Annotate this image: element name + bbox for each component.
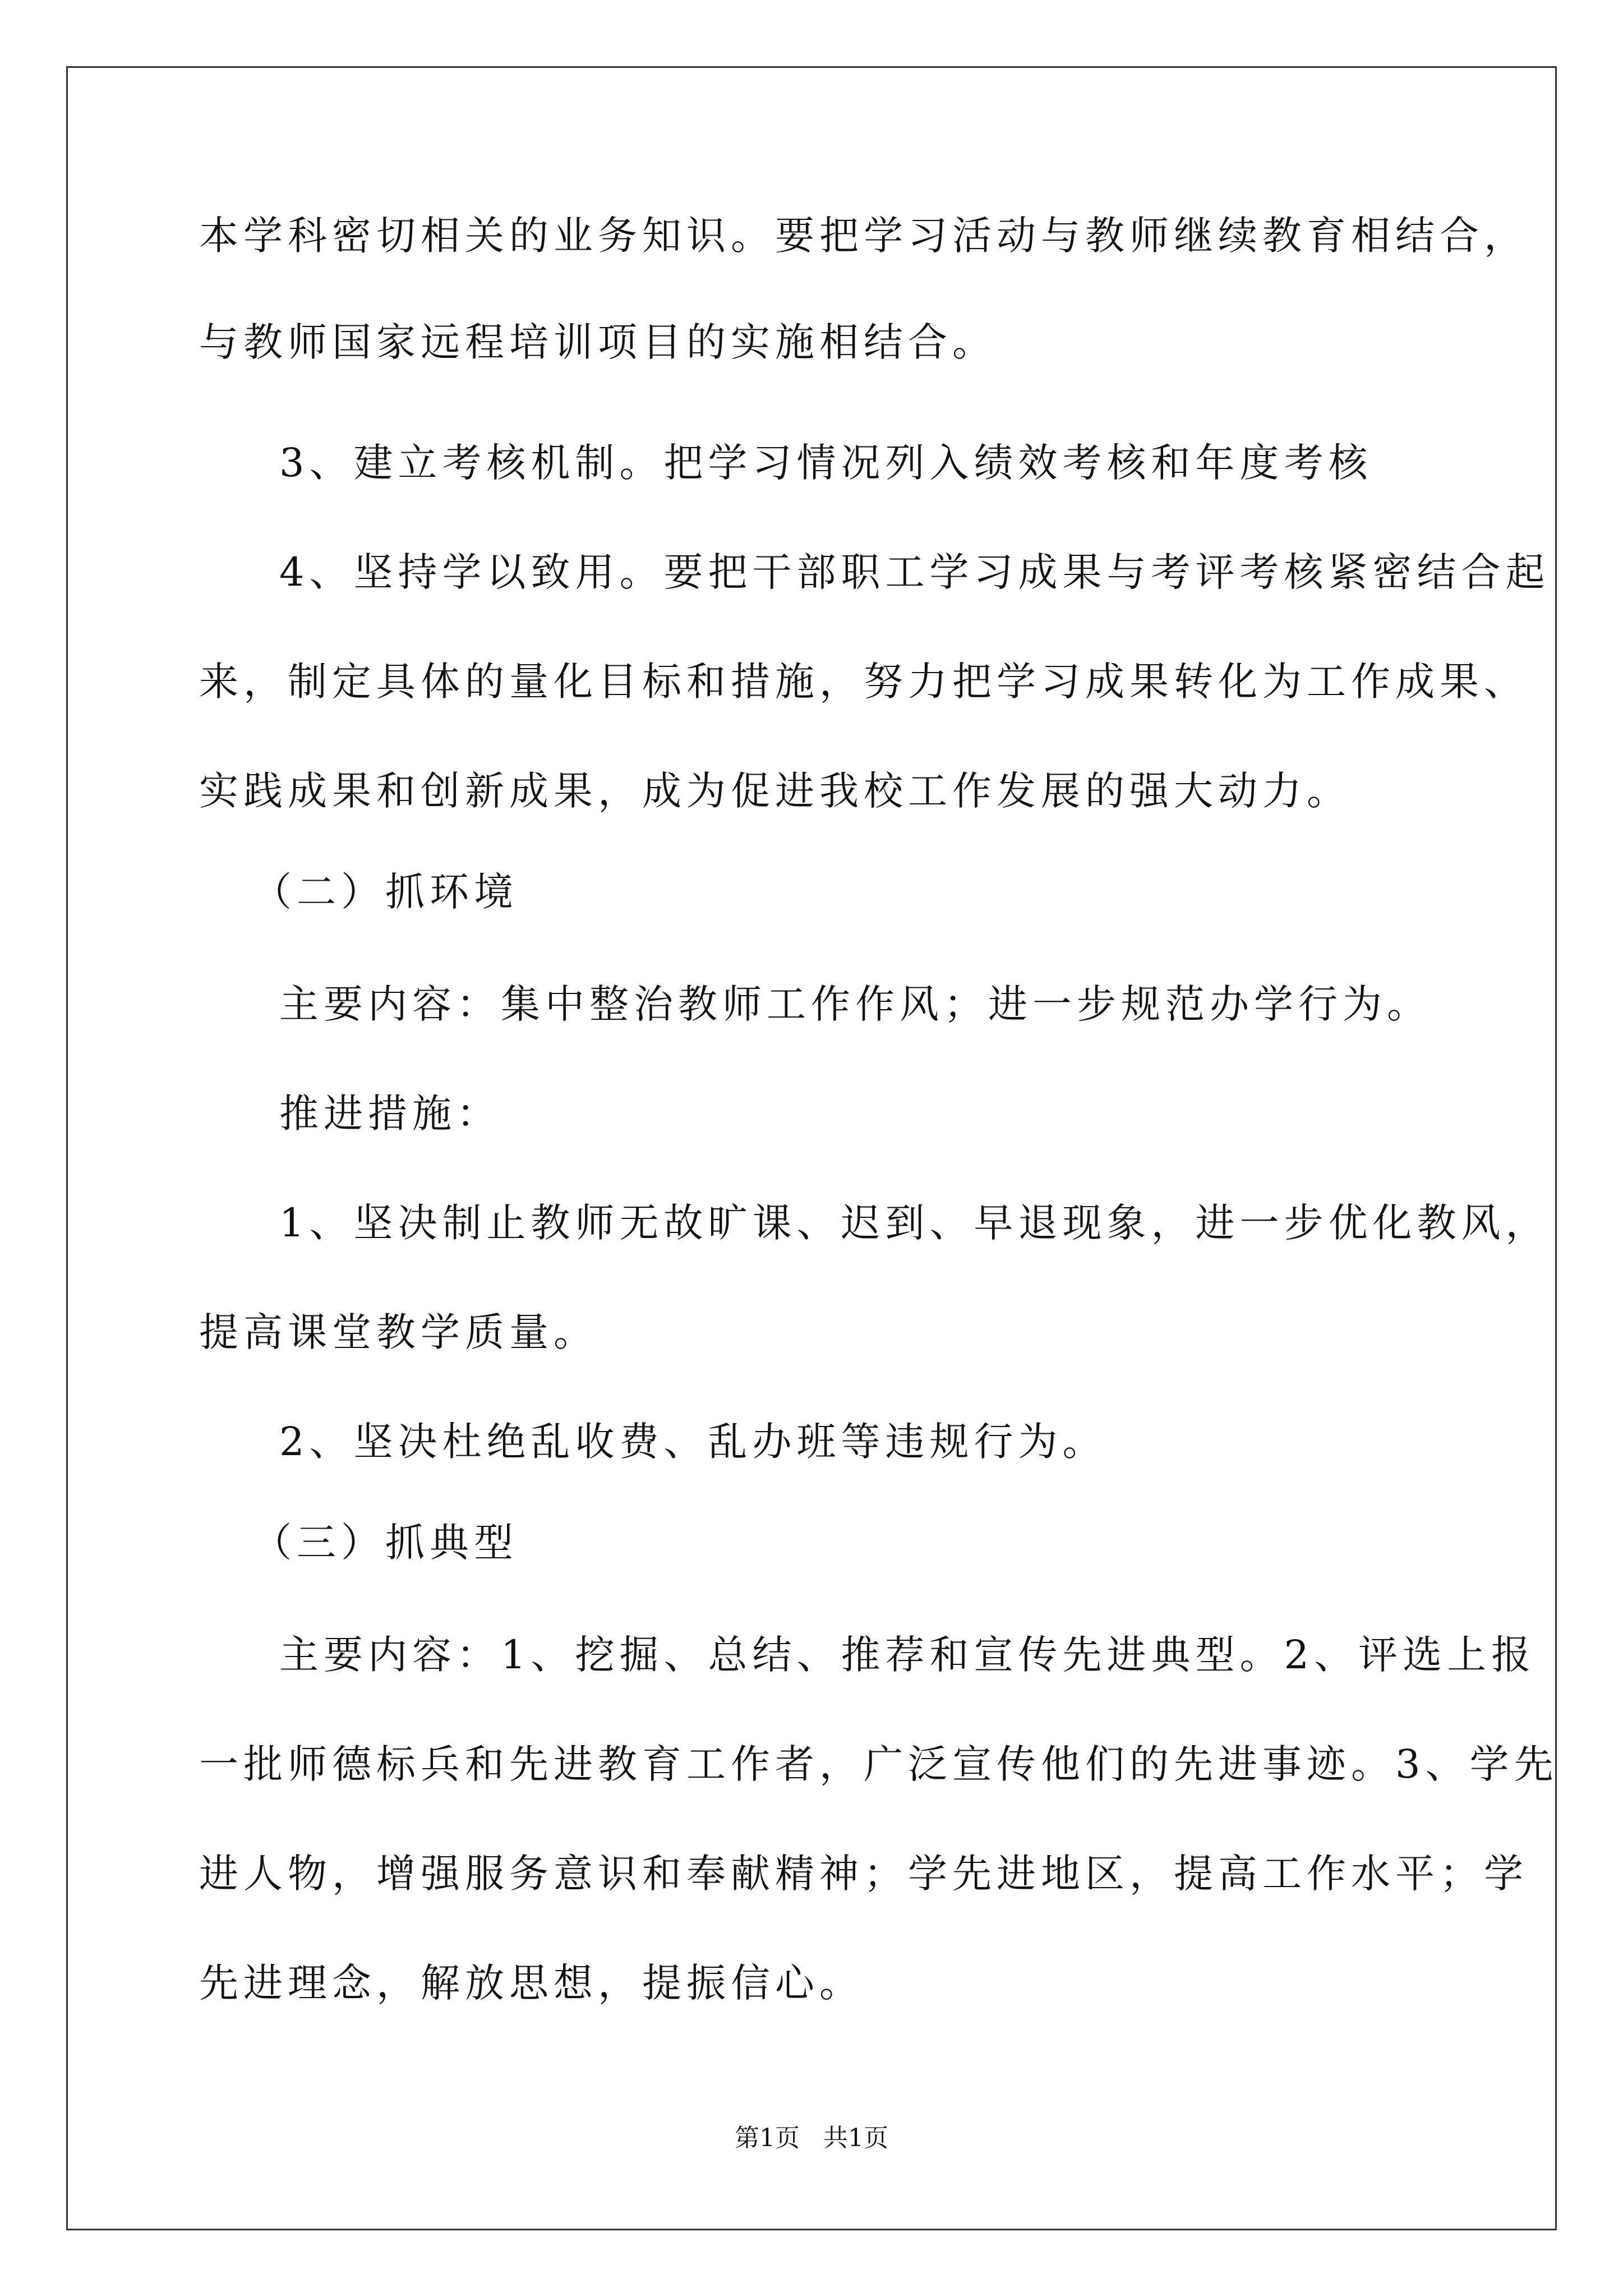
body-line-10: 1、坚决制止教师无故旷课、迟到、早退现象，进一步优化教风， <box>279 1200 1550 1246</box>
body-line-12: 2、坚决杜绝乱收费、乱办班等违规行为。 <box>279 1419 1107 1465</box>
body-line-4: 4、坚持学以致用。要把干部职工学习成果与考评考核紧密结合起 <box>279 549 1550 595</box>
body-line-8: 主要内容：集中整治教师工作作风；进一步规范办学行为。 <box>279 981 1431 1027</box>
body-line-1: 本学科密切相关的业务知识。要把学习活动与教师继续教育相结合， <box>199 213 1528 259</box>
body-line-16: 进人物，增强服务意识和奉献精神；学先进地区，提高工作水平；学 <box>199 1851 1528 1897</box>
body-line-3: 3、建立考核机制。把学习情况列入绩效考核和年度考核 <box>279 440 1373 486</box>
body-line-6: 实践成果和创新成果，成为促进我校工作发展的强大动力。 <box>199 768 1351 814</box>
page-border <box>66 66 1557 2230</box>
body-line-5: 来，制定具体的量化目标和措施，努力把学习成果转化为工作成果、 <box>199 659 1528 705</box>
page-number-footer: 第1页 共1页 <box>735 2124 888 2152</box>
body-line-9: 推进措施： <box>279 1091 501 1137</box>
section-heading-3: （三）抓典型 <box>252 1520 518 1566</box>
section-heading-2: （二）抓环境 <box>252 869 518 915</box>
body-line-14: 主要内容：1、挖掘、总结、推荐和宣传先进典型。2、评选上报 <box>279 1632 1536 1678</box>
body-line-15: 一批师德标兵和先进教育工作者，广泛宣传他们的先进事迹。3、学先 <box>199 1741 1559 1787</box>
body-line-11: 提高课堂教学质量。 <box>199 1309 598 1355</box>
body-line-17: 先进理念，解放思想，提振信心。 <box>199 1960 864 2006</box>
body-line-2: 与教师国家远程培训项目的实施相结合。 <box>199 319 997 365</box>
